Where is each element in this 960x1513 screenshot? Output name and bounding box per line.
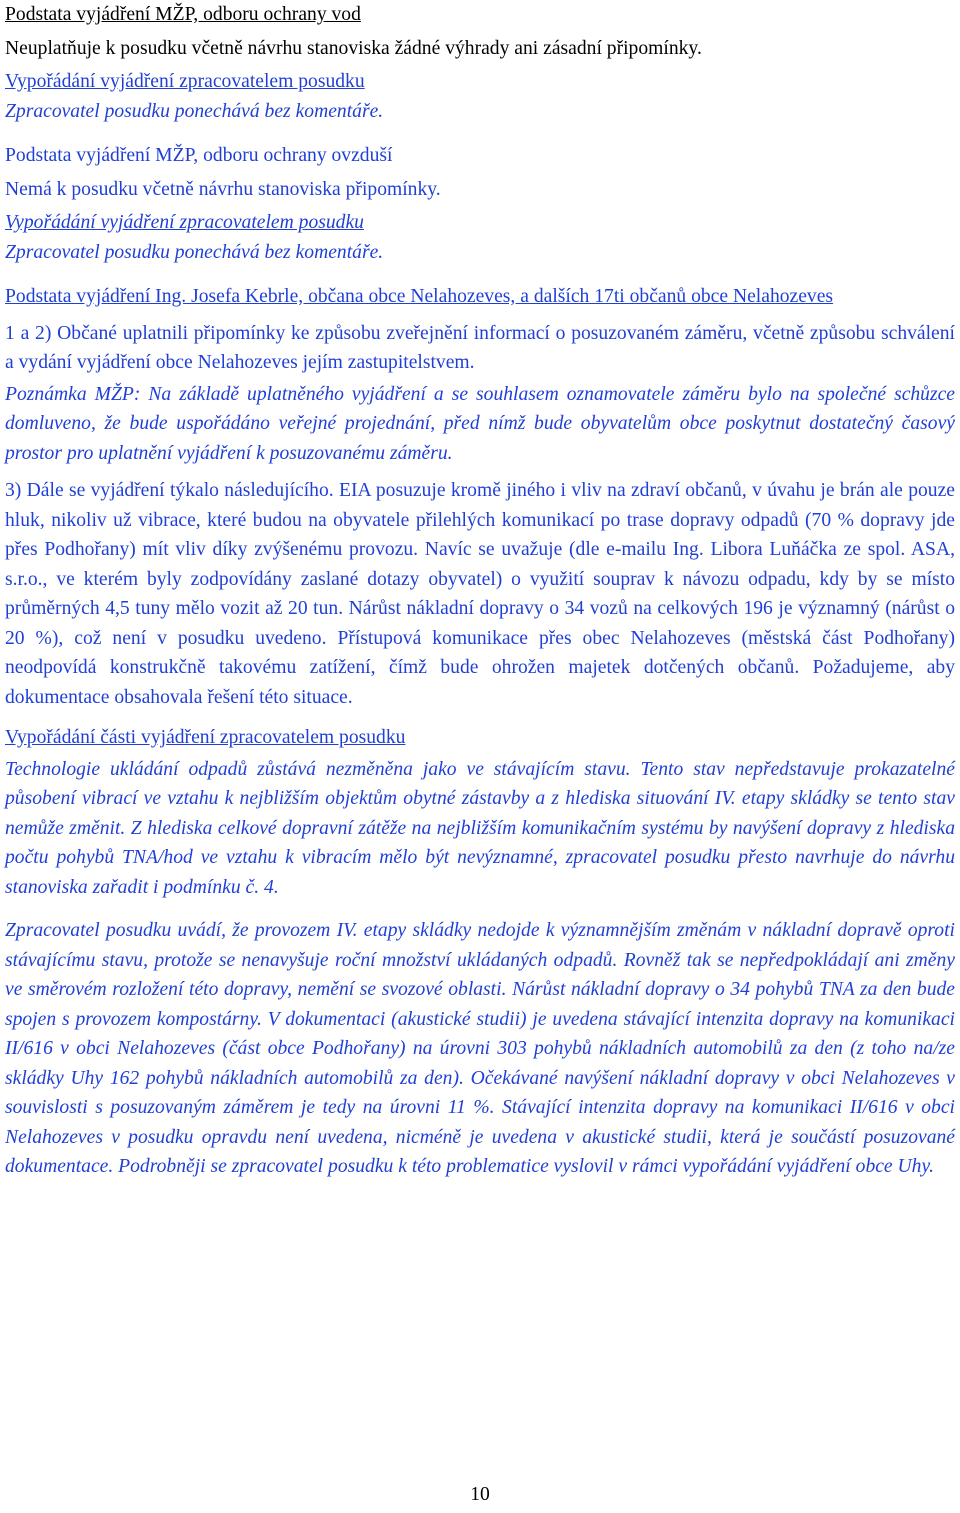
s3-paragraph-3: 3) Dále se vyjádření týkalo následujícího. EIA posuzuje kromě jiného i vliv na zdraví občanů, v úvahu je brán ale pouze hluk, nikoliv už vibrace, které budou na obyvatele přilehlých komunikací po trase dopravy odpadů (70 % dopravy jde přes Podhořany) mít vliv díky zvýšenému provozu. Navíc se uvažuje (dle e-mailu Ing. Libora Luňáčka ze spol. ASA, s.r.o., ve kterém byly zodpovídány zaslané dotazy obyvatel) o využití souprav k návozu odpadu, kdy by se místo průměrných 4,5 tuny mělo vozit až 20 tun. Nárůst nákladní dopravy o 34 vozů na celkových 196 je významný (nárůst o 20 %), což není v posudku uvedeno. Přístupová komunikace přes obec Nelahozeves (městská část Podhořany) neodpovídá konstrukčně takovému zatížení, čímž bude ohrožen majetek dotčených občanů. Požadujeme, aby dokumentace obsahovala řešení této situace.: [5, 480, 955, 708]
s3-heading: Podstata vyjádření Ing. Josefa Kebrle, občana obce Nelahozeves, a dalších 17ti občanů obce Nelahozeves: [5, 286, 834, 307]
s2-reply: Zpracovatel posudku ponechává bez komentáře.: [5, 241, 384, 263]
s1-reply: Zpracovatel posudku ponechává bez komentáře.: [5, 100, 384, 122]
document-page: [5, 0, 955, 1182]
s1-heading: Podstata vyjádření MŽP, odboru ochrany vod: [5, 4, 361, 25]
s2-text: Nemá k posudku včetně návrhu stanoviska připomínky.: [5, 178, 441, 200]
page-number: 10: [470, 1484, 490, 1505]
s1-text: Neuplatňuje k posudku včetně návrhu stanoviska žádné výhrady ani zásadní připomínky.: [5, 37, 702, 59]
s3-reply-1: Technologie ukládání odpadů zůstává nezměněna jako ve stávajícím stavu. Tento stav nepředstavuje prokazatelné působení vibrací ve vztahu k nejbližším objektům obytné zástavby a z hlediska situování IV. etapy skládky se tento stav nemůže změnit. Z hlediska celkové dopravní zátěže na nejbližším komunikačním systému by navýšení dopravy z hlediska počtu pohybů TNA/hod ve vztahu k vibracím mělo být nevýznamné, zpracovatel posudku přesto navrhuje do návrhu stanoviska zařadit i podmínku č. 4.: [5, 758, 955, 898]
s1-reply-heading: Vypořádání vyjádření zpracovatelem posudku: [5, 71, 365, 92]
s3-mzp-note: Poznámka MŽP: Na základě uplatněného vyjádření a se souhlasem oznamovatele záměru bylo na společné schůzce domluveno, že bude uspořádáno veřejné projednání, před nímž bude obyvatelům obce poskytnut dostatečný časový prostor pro uplatnění vyjádření k posuzovanému záměru.: [5, 383, 955, 464]
s3-reply-heading: Vypořádání části vyjádření zpracovatelem posudku: [5, 727, 406, 748]
s3-reply-2: Zpracovatel posudku uvádí, že provozem IV. etapy skládky nedojde k významnějším změnám v nákladní dopravě oproti stávajícímu stavu, protože se nenavyšuje roční množství ukládaných odpadů. Rovněž tak se nepředpokládají ani změny ve směrovém rozložení této dopravy, nemění se svozové oblasti. Nárůst nákladní dopravy o 34 pohybů TNA za den bude spojen s provozem kompostárny. V dokumentaci (akustické studii) je uvedena stávající intenzita dopravy na komunikaci II/616 v obci Nelahozeves (část obce Podhořany) na úrovni 303 pohybů nákladních automobilů za den (z toho na/ze skládky Uhy 162 pohybů nákladních automobilů za den). Očekávané navýšení nákladní dopravy v obci Nelahozeves v souvislosti s posuzovaným záměrem je tedy na úrovni 11 %. Stávající intenzita dopravy na komunikaci II/616 v obci Nelahozeves v posudku opravdu není uvedena, nicméně je uvedena v akustické studii, která je součástí posuzované dokumentace. Podrobněji se zpracovatel posudku k této problematice vyslovil v rámci vypořádání vyjádření obce Uhy.: [5, 920, 955, 1177]
s3-paragraph-1-2: 1 a 2) Občané uplatnili připomínky ke způsobu zveřejnění informací o posuzovaném záměru, včetně způsobu schválení a vydání vyjádření obce Nelahozeves jejím zastupitelstvem.: [5, 322, 955, 373]
s2-heading: Podstata vyjádření MŽP, odboru ochrany ovzduší: [5, 145, 393, 166]
s2-reply-heading: Vypořádání vyjádření zpracovatelem posudku: [5, 212, 364, 233]
